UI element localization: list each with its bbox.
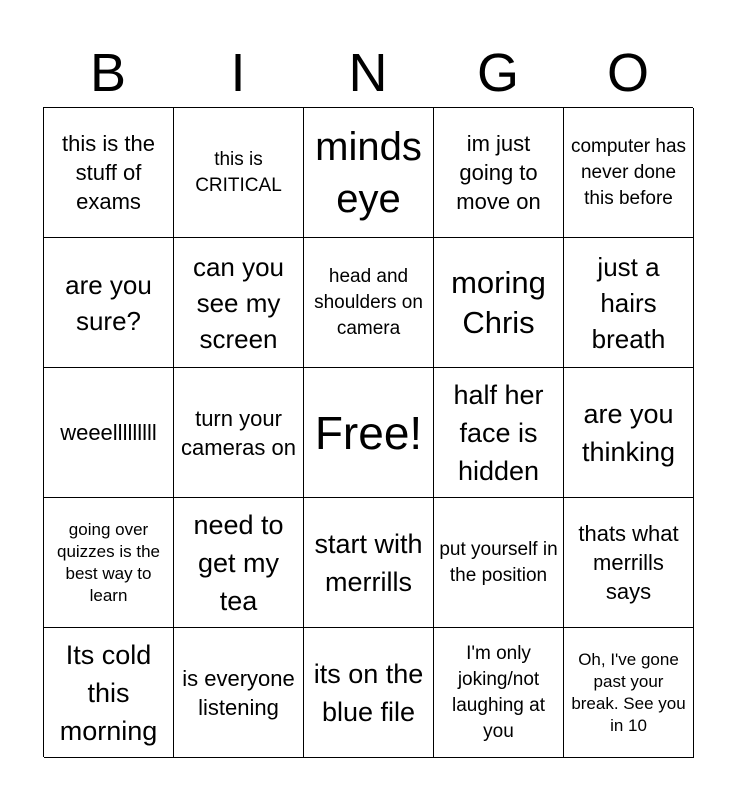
cell-text: its on the blue file [313, 658, 424, 727]
header-letter-i: I [230, 43, 246, 103]
cell-text: I'm only joking/not laughing at you [452, 642, 545, 742]
bingo-cell[interactable] [304, 628, 434, 758]
cell-text: Oh, I've gone past your break. See you in 10 [571, 649, 686, 735]
bingo-cell[interactable] [174, 368, 304, 498]
bingo-cell[interactable] [44, 368, 174, 498]
cell-text: im just going to move on [456, 131, 541, 214]
bingo-cell[interactable] [174, 238, 304, 368]
bingo-cell[interactable] [434, 498, 564, 628]
cell-text: need to get my tea [193, 509, 284, 616]
bingo-cell[interactable] [564, 238, 694, 368]
bingo-cell[interactable] [564, 628, 694, 758]
bingo-cell[interactable] [304, 238, 434, 368]
bingo-cell[interactable] [304, 498, 434, 628]
bingo-cell[interactable] [174, 498, 304, 628]
bingo-board [43, 107, 693, 757]
bingo-header [43, 38, 693, 108]
cell-text: can you see my screen [192, 251, 285, 354]
cell-text: this is the stuff of exams [62, 131, 155, 214]
bingo-cell[interactable] [44, 238, 174, 368]
cell-text: start with merrills [314, 528, 423, 597]
cell-text: are you thinking [581, 398, 676, 467]
bingo-cell[interactable] [564, 498, 694, 628]
bingo-cell[interactable] [434, 108, 564, 238]
cell-text: computer has never done this before [570, 135, 687, 209]
bingo-cell[interactable] [44, 498, 174, 628]
cell-text: just a hairs breath [591, 251, 666, 354]
free-space-text: Free! [314, 406, 423, 459]
cell-text: is everyone listening [182, 665, 295, 720]
cell-text: going over quizzes is the best way to learn [57, 519, 160, 605]
bingo-cell[interactable] [174, 108, 304, 238]
header-letter-o: O [606, 43, 649, 103]
bingo-cell[interactable] [434, 628, 564, 758]
cell-text: thats what merrills says [578, 521, 679, 604]
cell-text: half her face is hidden [453, 379, 544, 486]
cell-text: moring Chris [451, 264, 546, 340]
cell-text: this is CRITICAL [195, 148, 282, 196]
cell-text: turn your cameras on [181, 405, 296, 460]
cell-text: minds eye [315, 124, 422, 221]
bingo-cell[interactable] [434, 238, 564, 368]
bingo-cell[interactable] [564, 368, 694, 498]
cell-text: head and shoulders on camera [314, 265, 423, 339]
free-space-cell[interactable] [304, 368, 434, 498]
cell-text: Its cold this morning [59, 639, 158, 746]
cell-text: weeelllllllll [60, 420, 157, 445]
cell-text: are you sure? [65, 269, 152, 336]
header-letter-b: B [89, 43, 127, 103]
bingo-cell[interactable] [44, 628, 174, 758]
bingo-cell[interactable] [564, 108, 694, 238]
bingo-cell[interactable] [174, 628, 304, 758]
header-letter-g: G [476, 43, 519, 103]
bingo-cell[interactable] [434, 368, 564, 498]
header-letter-n: N [348, 43, 388, 103]
bingo-cell[interactable] [304, 108, 434, 238]
cell-text: put yourself in the position [439, 538, 558, 586]
bingo-cell[interactable] [44, 108, 174, 238]
